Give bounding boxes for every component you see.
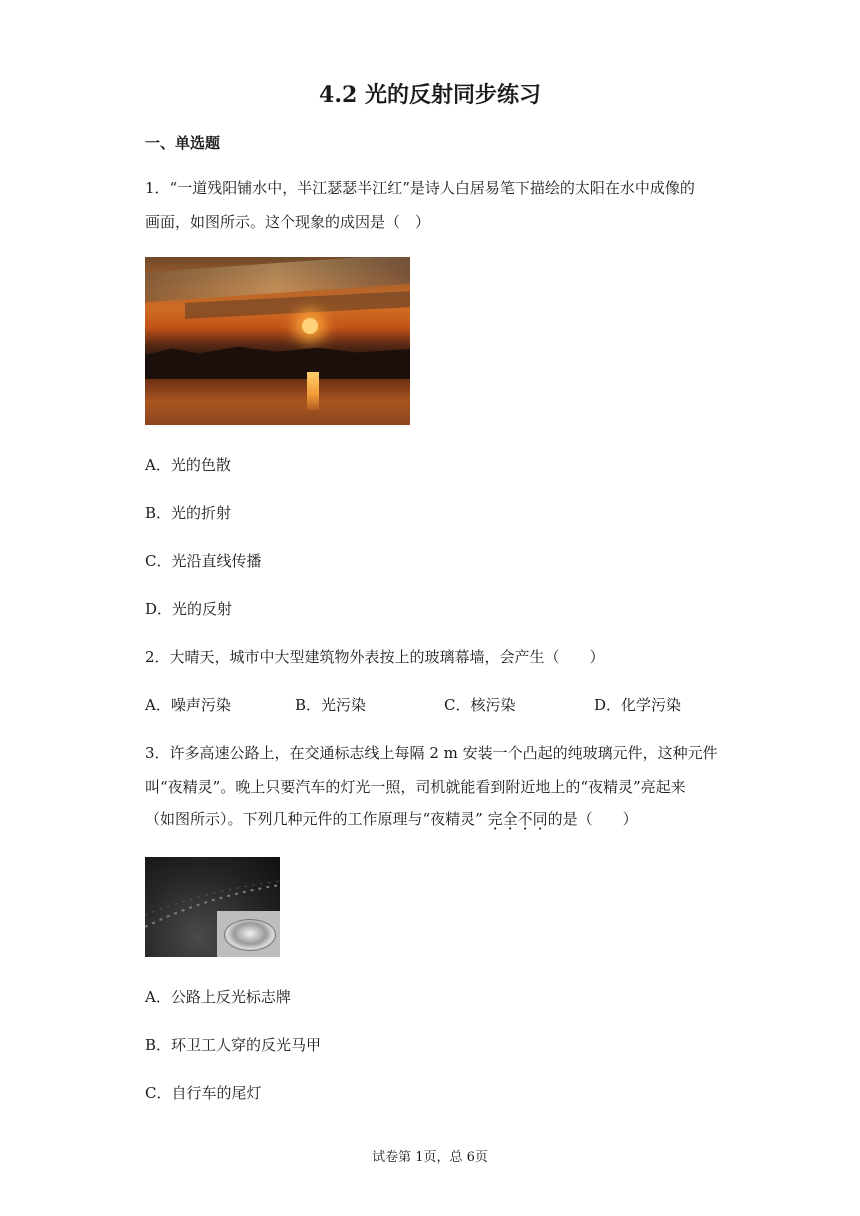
emphasis-text	[488, 810, 548, 828]
sunset-photo	[145, 257, 410, 425]
question-3-text-cont: 叫“夜精灵”。晚上只要汽车的灯光一照，司机就能看到附近地上的“夜精灵”亮起来	[145, 778, 686, 796]
q1-option-c[interactable]: C．光沿直线传播	[145, 552, 262, 570]
q3-option-c[interactable]: C．自行车的尾灯	[145, 1084, 262, 1102]
q2-option-a[interactable]: A．噪声污染	[145, 696, 231, 714]
emphasis-char: 同	[532, 810, 548, 828]
question-3-suffix: 的是（ ）	[547, 810, 638, 828]
section-heading: 一、单选题	[145, 134, 221, 152]
question-1-text: 1．“一道残阳铺水中，半江瑟瑟半江红”是诗人白居易笔下描绘的太阳在水中成像的	[145, 179, 695, 197]
question-3-prefix: （如图所示）。下列几种元件的工作原理与“夜精灵”	[145, 810, 488, 828]
q1-option-a[interactable]: A．光的色散	[145, 456, 231, 474]
emphasis-char: 不	[517, 810, 533, 828]
sun-glow	[302, 318, 318, 334]
question-3-text: 3．许多高速公路上，在交通标志线上每隔 2 m 安装一个凸起的纯玻璃元件，这种元件	[145, 744, 718, 762]
question-3-text-end	[145, 808, 638, 829]
q3-option-a[interactable]: A．公路上反光标志牌	[145, 988, 291, 1006]
q2-option-b[interactable]: B．光污染	[295, 696, 367, 714]
q1-option-d[interactable]: D．光的反射	[145, 600, 233, 618]
reflector-disc	[224, 919, 276, 951]
emphasis-char: 完	[487, 810, 503, 828]
q1-option-b[interactable]: B．光的折射	[145, 504, 232, 522]
q2-option-d[interactable]: D．化学污染	[594, 696, 682, 714]
emphasis-char: 全	[502, 810, 518, 828]
page-footer: 试卷第 1页，总 6页	[372, 1150, 488, 1165]
q3-option-b[interactable]: B．环卫工人穿的反光马甲	[145, 1036, 322, 1054]
q2-option-c[interactable]: C．核污染	[444, 696, 516, 714]
page-title: 4.2 光的反射同步练习	[319, 82, 541, 108]
question-1-text-cont: 画面，如图所示。这个现象的成因是（ ）	[145, 213, 431, 231]
sun-reflection	[307, 372, 319, 410]
question-2-text: 2．大晴天，城市中大型建筑物外表按上的玻璃幕墙，会产生（ ）	[145, 648, 605, 666]
